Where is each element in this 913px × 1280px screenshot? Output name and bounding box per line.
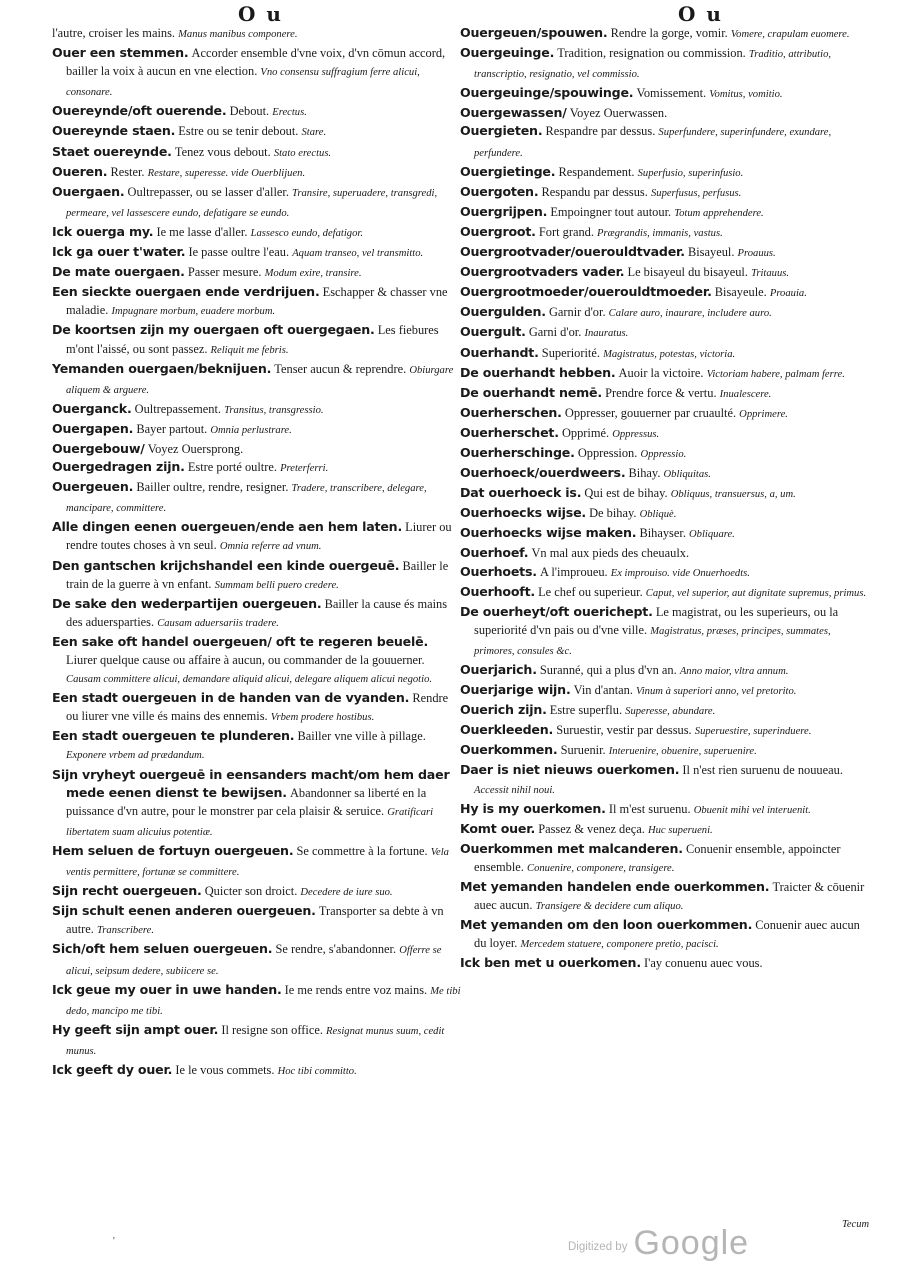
french-definition: Bailler oultre, rendre, resigner.: [136, 480, 289, 495]
dictionary-entry: [460, 283, 870, 303]
dictionary-entry: [460, 24, 870, 44]
latin-equivalent: Oppressio.: [640, 448, 687, 460]
headword: Sijn recht ouergeuen.: [52, 883, 202, 899]
dictionary-entry: [460, 323, 870, 343]
french-definition: Conuenir auec aucun du loyer.: [474, 918, 860, 951]
headword: Komt ouer.: [460, 820, 536, 836]
latin-equivalent: Interuenire, obuenire, superuenire.: [608, 746, 757, 758]
french-definition: Opprimé.: [561, 425, 610, 440]
headword: Ouergietinge.: [460, 163, 556, 179]
french-definition: Oppresser, gouuerner par cruaulté.: [564, 405, 737, 420]
dictionary-entry: [460, 741, 870, 761]
dictionary-entry: [460, 183, 870, 203]
french-definition: Transporter sa debte à vn autre.: [66, 904, 444, 937]
headword: Met yemanden om den loon ouerkommen.: [460, 917, 753, 933]
latin-equivalent: Causam aduersariis tradere.: [157, 617, 279, 629]
dictionary-entry: [52, 24, 462, 44]
dictionary-entry: [52, 766, 462, 842]
french-definition: Il n'est rien suruenu de nouueau.: [682, 763, 843, 778]
french-definition: Bayer partout.: [136, 421, 208, 436]
french-definition: Quicter son droict.: [204, 884, 298, 899]
running-head: [0, 2, 913, 26]
headword: Ouergieten.: [460, 123, 543, 139]
dictionary-entry: [460, 464, 870, 484]
dictionary-entry: [460, 243, 870, 263]
latin-equivalent: Mercedem statuere, componere pretio, pacisci.: [520, 939, 719, 951]
dictionary-entry: [460, 424, 870, 444]
headword: Ick ouerga my.: [52, 223, 154, 239]
latin-equivalent: Vomere, crapulam euomere.: [730, 29, 850, 40]
dictionary-entry: [460, 681, 870, 701]
headword: Ouerhoets.: [460, 563, 537, 579]
latin-equivalent: Transigere & decidere cum aliquo.: [535, 901, 684, 913]
latin-equivalent: Tritauus.: [751, 268, 790, 280]
latin-equivalent: Restare, superesse. vide Ouerblijuen.: [147, 167, 306, 179]
headword: Ouerhandt.: [460, 344, 539, 360]
french-definition: Ie passe oultre l'eau.: [188, 245, 290, 260]
dictionary-entry: [460, 263, 870, 283]
headword: Ouerhoecks wijse maken.: [460, 525, 637, 541]
headword: Ouergebouw/: [52, 440, 145, 456]
french-definition: Tenez vous debout.: [174, 144, 271, 159]
headword: Hem seluen de fortuyn ouergeuen.: [52, 842, 294, 858]
dictionary-entry: [460, 524, 870, 544]
headword: Een sieckte ouergaen ende verdrijuen.: [52, 284, 320, 300]
latin-equivalent: Obliquitas.: [663, 469, 711, 481]
dictionary-entry: [52, 263, 462, 283]
headword: Sich/oft hem seluen ouergeuen.: [52, 941, 273, 957]
french-definition: Prendre force & vertu.: [605, 385, 717, 400]
headword: Ouergedragen zijn.: [52, 459, 185, 475]
french-definition: Superiorité.: [541, 345, 600, 360]
latin-equivalent: Decedere de iure suo.: [300, 887, 393, 899]
french-definition: Il m'est suruenu.: [608, 801, 691, 816]
french-definition: Rester.: [110, 164, 145, 179]
dictionary-entry: [52, 283, 462, 321]
latin-equivalent: Huc superueni.: [647, 824, 713, 836]
dictionary-entry: [460, 344, 870, 364]
french-definition: Se rendre, s'abandonner.: [275, 942, 397, 957]
headword: Ouerich zijn.: [460, 702, 547, 718]
french-definition: Bailler la cause és mains des aduersparties.: [66, 596, 448, 629]
dictionary-entry: [460, 444, 870, 464]
latin-equivalent: Obliquè.: [639, 509, 677, 521]
latin-equivalent: Ex improuiso. vide Onuerhoedts.: [610, 567, 750, 579]
french-definition: Suruenir.: [560, 743, 606, 758]
headword: Een sake oft handel ouergeuen/ oft te regeren beuelē.: [52, 633, 429, 649]
latin-equivalent: Vomitus, vomitio.: [709, 89, 783, 101]
headword: Ouerhoeck/ouerdweers.: [460, 465, 626, 481]
latin-equivalent: Stato erectus.: [273, 147, 332, 159]
dictionary-entry: [460, 404, 870, 424]
latin-equivalent: Transire, superuadere, transgredi, permeare, vel lassescere eundo, defatigare se eundo.: [66, 187, 438, 219]
dictionary-entry: [460, 563, 870, 583]
latin-equivalent: Oppressus.: [612, 428, 660, 440]
latin-equivalent: Vno consensu suffragium ferre alicui, consonare.: [66, 67, 420, 99]
headword: De sake den wederpartijen ouergeuen.: [52, 595, 322, 611]
french-definition: Rendre ou liurer vne ville és mains des ennemis.: [66, 691, 449, 724]
dictionary-entry: [52, 1061, 462, 1081]
headword: Ouerhooft.: [460, 583, 535, 599]
headword: Een stadt ouergeuen te plunderen.: [52, 728, 295, 744]
latin-equivalent: Lassesco eundo, defatigor.: [250, 227, 363, 239]
french-definition: Rendre la gorge, vomir.: [610, 26, 728, 40]
latin-equivalent: Anno maior, vltra annum.: [679, 666, 789, 677]
dictionary-entry: [52, 223, 462, 243]
latin-equivalent: Modum exire, transire.: [264, 268, 362, 280]
dictionary-entry: [460, 364, 870, 384]
latin-equivalent: Totum apprehendere.: [674, 207, 764, 219]
dictionary-entry: [52, 243, 462, 263]
headword: Ouergewassen/: [460, 105, 567, 121]
dictionary-entry: [52, 321, 462, 359]
french-definition: Bisayeule.: [714, 285, 767, 300]
french-definition: Estre porté oultre.: [187, 460, 277, 475]
french-definition: Abandonner sa liberté en la puissance d'vn autre, pour le monstrer par cela plaisir & seruice.: [66, 785, 427, 818]
headword: Alle dingen eenen ouergeuen/ende aen hem laten.: [52, 519, 403, 535]
french-definition: Suranné, qui a plus d'vn an.: [539, 663, 677, 677]
french-definition: Ie me rends entre voz mains.: [284, 982, 428, 997]
headword: Ouereynde staen.: [52, 123, 176, 139]
headword: Een stadt ouergeuen in de handen van de vyanden.: [52, 690, 410, 706]
latin-equivalent: Prægrandis, immanis, vastus.: [597, 227, 723, 239]
headword: Ouergeuinge/spouwinge.: [460, 85, 634, 101]
headword: Ouergult.: [460, 324, 526, 340]
headword: Ouergapen.: [52, 420, 134, 436]
dictionary-entry: [460, 303, 870, 323]
dictionary-entry: [52, 981, 462, 1021]
headword: Ouergeuen.: [52, 479, 134, 495]
latin-equivalent: Aquam transeo, vel transmitto.: [292, 248, 424, 260]
dictionary-entry: [460, 44, 870, 84]
latin-equivalent: Offerre se alicui, seipsum dedere, subiicere se.: [66, 945, 442, 977]
latin-equivalent: Obiurgare aliquem & arguere.: [66, 364, 454, 396]
dictionary-entry: [460, 583, 870, 603]
french-definition: Traicter & cōuenir auec aucun.: [474, 880, 865, 913]
latin-equivalent: Vela ventis permittere, fortunæ se committere.: [66, 846, 449, 879]
dictionary-entry: [52, 940, 462, 980]
latin-equivalent: Magistratus, potestas, victoria.: [603, 348, 736, 360]
latin-equivalent: Proauus.: [737, 248, 776, 260]
french-definition: Eschapper & chasser vne maladie.: [66, 285, 448, 318]
headword: De mate ouergaen.: [52, 264, 185, 280]
dictionary-entry: [52, 633, 462, 689]
french-definition: Oppression.: [577, 445, 638, 460]
dictionary-entry: [52, 458, 462, 478]
latin-equivalent: Omnia perlustrare.: [210, 424, 292, 436]
headword: Dat ouerhoeck is.: [460, 485, 582, 501]
french-definition: Respandement.: [558, 164, 635, 179]
dictionary-entry: [52, 122, 462, 142]
headword: Ouerjarich.: [460, 662, 537, 677]
headword: Ouergoten.: [460, 183, 539, 199]
french-definition: Bailler vne ville à pillage.: [297, 729, 426, 744]
dictionary-entry: [52, 102, 462, 122]
dictionary-entry: [52, 902, 462, 940]
headword: Ouerkommen met malcanderen.: [460, 840, 683, 856]
dictionary-entry: [460, 84, 870, 104]
dictionary-entry: [460, 721, 870, 741]
french-definition: Vin d'antan.: [573, 683, 633, 698]
latin-equivalent: Hoc tibi committo.: [277, 1065, 357, 1077]
french-definition: Liurer quelque cause ou affaire à aucun, ou commander de la gouuerner.: [66, 653, 425, 667]
dictionary-entry: [460, 223, 870, 243]
latin-equivalent: Me tibi dedo, mancipo me tibi.: [66, 985, 461, 1017]
catchword: Tecum: [842, 1219, 870, 1230]
dictionary-entry: [460, 504, 870, 524]
headword: Ick ben met u ouerkomen.: [460, 955, 641, 971]
headword: De ouerhandt nemē.: [460, 384, 602, 400]
dictionary-entry: [460, 820, 870, 840]
french-definition: Le magistrat, ou les superieurs, ou la superiorité d'vn pais ou d'vne ville.: [474, 604, 839, 637]
dictionary-entry: [460, 203, 870, 223]
dictionary-entry: [460, 840, 870, 878]
dictionary-entry: [52, 595, 462, 633]
headword: De koortsen zijn my ouergaen oft ouergegaen.: [52, 322, 375, 338]
french-definition: Ie le vous commets.: [175, 1062, 275, 1077]
left-running-head: O u: [238, 2, 283, 26]
headword: Ouerherschen.: [460, 404, 562, 420]
dictionary-entry: [460, 544, 870, 562]
dictionary-entry: [52, 1021, 462, 1061]
dictionary-entry: [460, 661, 870, 681]
french-definition: Vn mal aux pieds des cheuaulx.: [531, 546, 690, 561]
latin-equivalent: Accessit nihil noui.: [474, 784, 555, 796]
french-definition: Suruestir, vestir par dessus.: [556, 723, 692, 738]
french-definition: Estre superflu.: [549, 703, 623, 718]
latin-equivalent: Vinum à superiori anno, vel pretorito.: [636, 686, 797, 698]
latin-equivalent: Calare auro, inaurare, includere auro.: [608, 308, 772, 320]
left-column: [52, 24, 462, 1081]
headword: Ouerherschet.: [460, 424, 559, 440]
french-definition: Bailler le train de la guerre à vn enfant.: [66, 558, 449, 591]
latin-equivalent: Obuenit mihi vel interuenit.: [693, 804, 811, 816]
latin-equivalent: Tradere, transcribere, delegare, mancipare, committere.: [66, 483, 427, 515]
french-definition: Le chef ou superieur.: [538, 584, 643, 599]
dictionary-entry: [52, 689, 462, 727]
french-definition: Liurer ou rendre toutes choses à vn seul.: [66, 520, 452, 553]
headword: Ouerganck.: [52, 400, 132, 416]
latin-equivalent: Reliquit me febris.: [210, 344, 289, 356]
french-definition: Garnir d'or.: [548, 305, 606, 320]
latin-equivalent: Omnia referre ad vnum.: [219, 541, 322, 553]
dictionary-entry: [460, 122, 870, 162]
french-definition: l'autre, croiser les mains.: [52, 26, 175, 40]
french-definition: Tenser aucun & reprendre.: [274, 361, 407, 376]
headword: Ouerhoef.: [460, 545, 529, 561]
headword: Sijn schult eenen anderen ouergeuen.: [52, 903, 316, 919]
latin-equivalent: Conuenire, componere, transigere.: [527, 862, 675, 874]
latin-equivalent: Obliquus, transuersus, a, um.: [670, 489, 796, 501]
dictionary-entry: [460, 163, 870, 183]
headword: Den gantschen krijchshandel een kinde ouergeuē.: [52, 557, 400, 573]
dictionary-entry: [52, 360, 462, 400]
headword: De ouerheyt/oft ouerichept.: [460, 603, 653, 619]
latin-equivalent: Vrbem prodere hostibus.: [270, 712, 375, 724]
french-definition: Bihayser.: [639, 526, 686, 541]
headword: Met yemanden handelen ende ouerkommen.: [460, 879, 770, 895]
dictionary-entry: [52, 440, 462, 458]
french-definition: Bihay.: [628, 466, 661, 481]
french-definition: Le bisayeul du bisayeul.: [627, 265, 748, 280]
right-running-head: O u: [678, 2, 723, 26]
latin-equivalent: Obliquare.: [689, 529, 735, 541]
latin-equivalent: Superfundere, superinfundere, exundare, perfundere.: [474, 127, 832, 159]
dictionary-entry: [460, 878, 870, 916]
dictionary-entry: [52, 557, 462, 595]
dictionary-entry: [460, 603, 870, 661]
headword: Hy is my ouerkomen.: [460, 800, 606, 816]
french-definition: Bisayeul.: [687, 245, 735, 260]
latin-equivalent: Causam committere alicui, demandare aliquid alicui, delegare aliquem alicui negotio.: [66, 674, 433, 686]
dictionary-entry: [52, 518, 462, 556]
french-definition: Respandre par dessus.: [545, 124, 656, 139]
headword: Ouerkommen.: [460, 742, 558, 758]
dictionary-entry: [52, 420, 462, 440]
latin-equivalent: Preterferri.: [280, 463, 329, 475]
headword: Ouerkleeden.: [460, 722, 554, 738]
headword: Oueren.: [52, 163, 108, 179]
headword: Ouergeuen/spouwen.: [460, 25, 608, 40]
french-definition: Voyez Ouerwassen.: [569, 106, 668, 121]
right-column: [460, 24, 870, 973]
dictionary-entry: [460, 800, 870, 820]
french-definition: De bihay.: [589, 506, 637, 521]
headword: Ouerjarige wijn.: [460, 682, 571, 698]
latin-equivalent: Impugnare morbum, euadere morbum.: [111, 306, 276, 318]
french-definition: Tradition, resignation ou commission.: [557, 46, 746, 61]
headword: Ick geeft dy ouer.: [52, 1061, 173, 1077]
dictionary-entry: [52, 882, 462, 902]
watermark-small-text: Digitized by: [568, 1241, 628, 1253]
french-definition: Passez & venez deça.: [538, 821, 645, 836]
latin-equivalent: Superfusus, perfusus.: [650, 187, 742, 199]
headword: Staet ouereynde.: [52, 143, 172, 159]
dictionary-entry: [460, 916, 870, 954]
dictionary-entry: [460, 761, 870, 799]
french-definition: Se commettre à la fortune.: [296, 843, 428, 858]
latin-equivalent: Inauratus.: [584, 328, 629, 340]
latin-equivalent: Caput, vel superior, aut dignitate supremus, primus.: [645, 587, 867, 599]
dictionary-entry: [52, 400, 462, 420]
stray-mark: ': [113, 1236, 115, 1247]
google-logo-text: Google: [633, 1224, 750, 1262]
dictionary-entry: [460, 484, 870, 504]
french-definition: Qui est de bihay.: [584, 486, 668, 501]
headword: Hy geeft sijn ampt ouer.: [52, 1021, 219, 1037]
latin-equivalent: Superesse, abundare.: [625, 706, 716, 718]
french-definition: I'ay conuenu auec vous.: [644, 956, 763, 971]
french-definition: Empoingner tout autour.: [550, 204, 672, 219]
french-definition: Accorder ensemble d'vne voix, d'vn cōmun accord, bailler la voix à aucun en vne election.: [66, 46, 446, 79]
latin-equivalent: Manus manibus componere.: [178, 29, 298, 40]
headword: Ouergaen.: [52, 183, 125, 199]
french-definition: Fort grand.: [538, 224, 594, 239]
headword: Daer is niet nieuws ouerkomen.: [460, 762, 680, 778]
headword: Ouergulden.: [460, 304, 546, 320]
french-definition: Voyez Ouersprong.: [147, 441, 244, 456]
latin-equivalent: Superfusio, superinfusio.: [637, 167, 744, 179]
latin-equivalent: Magistratus, præses, principes, summates, primores, consules &c.: [474, 625, 831, 657]
latin-equivalent: Exponere vrbem ad prædandum.: [66, 750, 205, 762]
headword: Sijn vryheyt ouergeuē in eensanders macht/om hem daer mede eenen dienst te bewijsen.: [52, 766, 450, 800]
headword: Ouereynde/oft ouerende.: [52, 103, 227, 119]
dictionary-entry: [52, 163, 462, 183]
french-definition: Vomissement.: [636, 86, 707, 101]
latin-equivalent: Opprimere.: [739, 408, 788, 420]
headword: Ouer een stemmen.: [52, 45, 189, 61]
headword: Yemanden ouergaen/beknijuen.: [52, 360, 272, 376]
headword: Ick geue my ouer in uwe handen.: [52, 981, 282, 997]
dictionary-entry: [460, 384, 870, 404]
french-definition: A l'improueu.: [540, 564, 608, 579]
dictionary-entry: [52, 727, 462, 765]
french-definition: Debout.: [229, 104, 270, 119]
french-definition: Ie me lasse d'aller.: [156, 224, 248, 239]
latin-equivalent: Inualescere.: [719, 388, 772, 400]
headword: De ouerhandt hebben.: [460, 364, 616, 380]
headword: Ouergrootmoeder/ouerouldtmoeder.: [460, 284, 712, 300]
latin-equivalent: Stare.: [301, 127, 327, 139]
french-definition: Respandu par dessus.: [541, 184, 648, 199]
french-definition: Oultrepassement.: [134, 401, 222, 416]
latin-equivalent: Transcribere.: [96, 925, 154, 937]
french-definition: Garni d'or.: [528, 325, 582, 340]
dictionary-entry: [460, 104, 870, 122]
headword: Ouergrijpen.: [460, 203, 548, 219]
french-definition: Les fiebures m'ont l'aissé, ou sont passez.: [66, 323, 439, 356]
dictionary-entry: [52, 842, 462, 882]
latin-equivalent: Erectus.: [272, 107, 307, 119]
french-definition: Auoir la victoire.: [618, 365, 704, 380]
headword: Ick ga ouer t'water.: [52, 244, 186, 260]
latin-equivalent: Transitus, transgressio.: [224, 404, 324, 416]
dictionary-entry: [52, 183, 462, 223]
dictionary-entry: [460, 954, 870, 972]
dictionary-entry: [460, 701, 870, 721]
digitized-watermark: [568, 1224, 749, 1263]
french-definition: Il resigne son office.: [221, 1022, 323, 1037]
latin-equivalent: Gratificari libertatem suam alicuius potentiæ.: [66, 806, 434, 838]
headword: Ouergroot.: [460, 223, 536, 239]
latin-equivalent: Superuestire, superinduere.: [694, 726, 812, 738]
latin-equivalent: Victoriam habere, palmam ferre.: [706, 368, 845, 380]
dictionary-entry: [52, 478, 462, 518]
headword: Ouergrootvader/ouerouldtvader.: [460, 244, 685, 260]
dictionary-entry: [52, 44, 462, 102]
latin-equivalent: Summam belli puero credere.: [214, 579, 339, 591]
french-definition: Passer mesure.: [187, 265, 262, 280]
french-definition: Conuenir ensemble, appoincter ensemble.: [474, 841, 841, 874]
headword: Ouergeuinge.: [460, 45, 555, 61]
french-definition: Estre ou se tenir debout.: [178, 124, 299, 139]
latin-equivalent: Proauia.: [769, 288, 807, 300]
dictionary-entry: [52, 143, 462, 163]
french-definition: Oultrepasser, ou se lasser d'aller.: [127, 184, 289, 199]
headword: Ouerhoecks wijse.: [460, 505, 586, 521]
latin-equivalent: Resignat munus suum, cedit munus.: [66, 1025, 445, 1057]
headword: Ouerherschinge.: [460, 444, 575, 460]
headword: Ouergrootvaders vader.: [460, 264, 625, 280]
latin-equivalent: Traditio, attributio, transcriptio, resignatio, vel commissio.: [474, 49, 832, 81]
